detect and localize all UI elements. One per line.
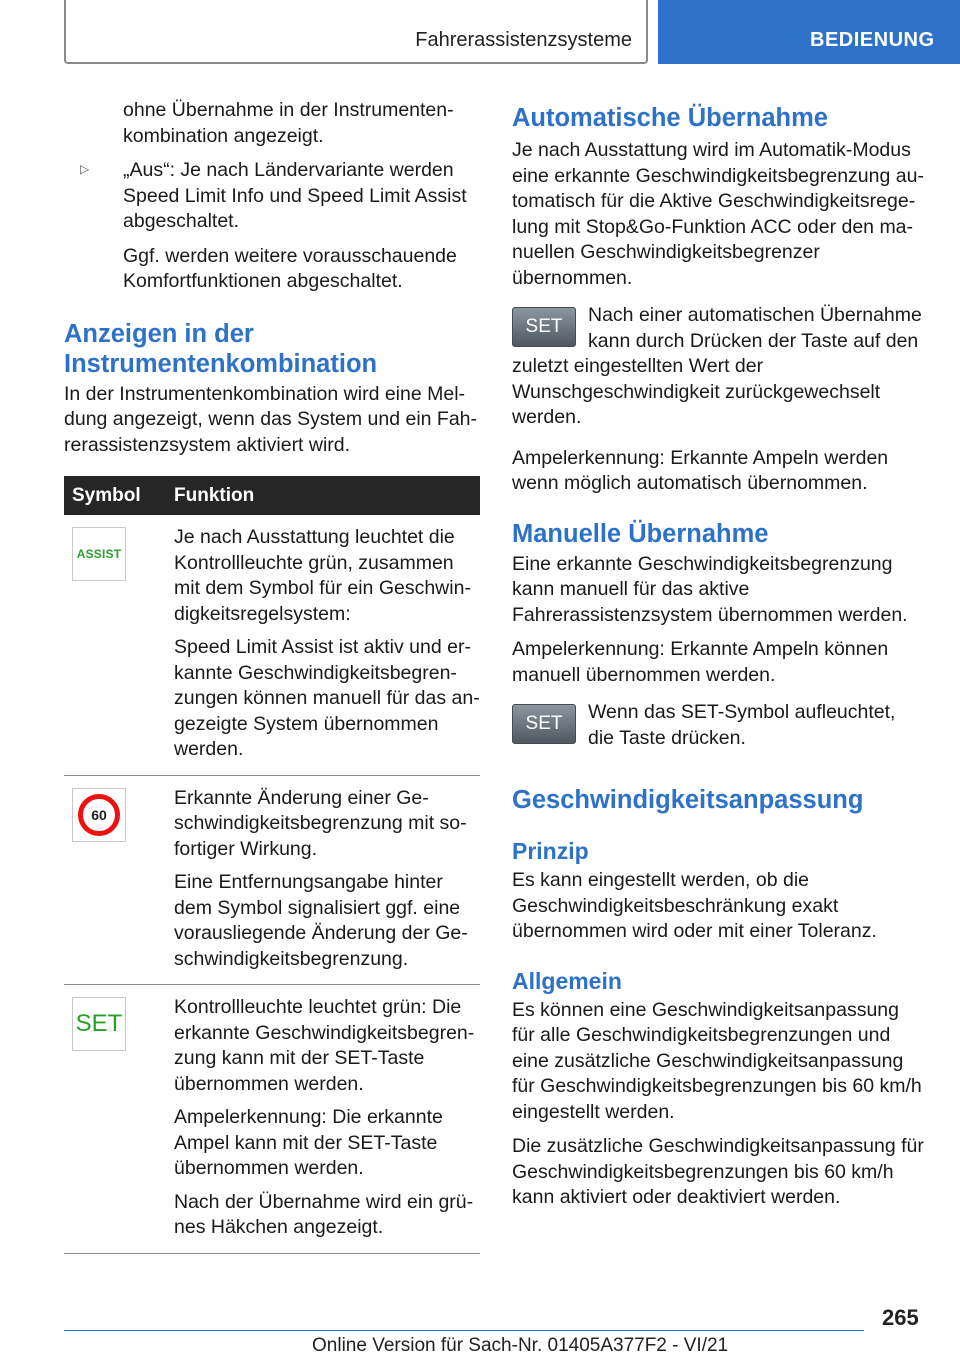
- speed-limit-value: 60: [91, 806, 107, 823]
- paragraph-automatik: Je nach Ausstattung wird im Automatik-Modus eine erkannte Geschwindigkeitsbegrenzung automatisch für die Aktive Geschwindigkeitsregelung mit Stop&Go-Funktion ACC oder den manuellen Geschwindigkeitsbegrenzer übernommen.: [512, 139, 924, 289]
- page-number: 265: [882, 1305, 919, 1330]
- paragraph-manuell: Eine erkannte Geschwindigkeitsbegrenzung kann manuell für das aktive Fahrerassistenzsystem übernommen werden.: [512, 552, 908, 626]
- bullet-aus-note: Ggf. werden weitere vorausschauende Komfortfunktionen abgeschaltet.: [123, 244, 457, 292]
- set-button-icon: SET: [512, 704, 576, 744]
- right-column: [512, 103, 926, 1211]
- footer-divider: [64, 1330, 864, 1331]
- table-header: [64, 476, 480, 515]
- set-button-block-2: [512, 700, 926, 751]
- table-header-symbol: Symbol: [72, 484, 141, 506]
- header-section-title: Fahrerassistenzsysteme: [415, 29, 632, 51]
- footer-text: Online Version für Sach-Nr. 01405A377F2 - VI/21: [312, 1335, 729, 1356]
- table-row: [64, 515, 480, 776]
- bullet-triangle-icon: ▷: [80, 162, 90, 176]
- heading-allgemein: Allgemein: [512, 967, 622, 994]
- heading-anzeigen: Anzeigen in der Instrumentenkombination: [64, 319, 378, 378]
- table-row: [64, 985, 480, 1254]
- heading-manuelle-uebernahme: Manuelle Übernahme: [512, 519, 769, 548]
- paragraph-anzeigen: In der Instrumentenkombination wird eine Meldung angezeigt, wenn das System und ein Fahrerassistenzsystem aktiviert wird.: [64, 382, 478, 456]
- header-chapter-tab: [658, 0, 960, 64]
- symbol-table: [64, 476, 480, 1254]
- table-header-function: Funktion: [174, 484, 255, 506]
- table-cell-text: Erkannte Änderung einer Geschwindigkeitsbegrenzung mit sofortiger Wirkung.: [174, 786, 467, 860]
- paragraph-set-1b: zuletzt eingestellten Wert der Wunschgeschwindigkeit zurückgewechselt werden.: [512, 355, 881, 428]
- set-button-block-1: [512, 303, 926, 431]
- intro-continuation: ohne Übernahme in der Instrumentenkombination angezeigt.: [123, 99, 454, 147]
- table-cell-text: Kontrollleuchte leuchtet grün: Die erkannte Geschwindigkeitsbegrenzung kann mit der SET-Taste übernommen werden.: [174, 996, 475, 1095]
- header-section-tab: [64, 0, 648, 64]
- paragraph-ampel-1: Ampelerkennung: Erkannte Ampeln werden wenn möglich automatisch übernommen.: [512, 446, 889, 494]
- table-cell-text: Je nach Ausstattung leuchtet die Kontrollleuchte grün, zusammen mit dem Symbol für ein Geschwindigkeitsregelsystem:: [174, 526, 471, 625]
- paragraph-set-1a: Nach einer automatischen Übernahme kann durch Drücken der Taste auf den: [588, 304, 922, 352]
- header-chapter-title: BEDIENUNG: [810, 29, 935, 51]
- set-button-icon: SET: [512, 307, 576, 347]
- paragraph-allgemein-2: Die zusätzliche Geschwindigkeitsanpassung für Geschwindigkeitsbegrenzungen bis 60 km/h kann aktiviert oder deaktiviert werden.: [512, 1135, 924, 1208]
- paragraph-allgemein-1: Es können eine Geschwindigkeitsanpassung für alle Geschwindigkeitsbegrenzungen und eine zusätzliche Geschwindigkeitsanpassung für Geschwindigkeitsbegrenzungen bis 60 km/h eingestellt werden.: [512, 998, 922, 1123]
- paragraph-set-2: Wenn das SET-Symbol aufleuchtet, die Taste drücken.: [588, 701, 896, 749]
- heading-geschwindigkeitsanpassung: Geschwindigkeitsanpassung: [512, 786, 864, 814]
- assist-icon-label: ASSIST: [76, 547, 122, 561]
- table-cell-text: Nach der Übernahme wird ein grünes Häkchen angezeigt.: [174, 1190, 474, 1238]
- paragraph-prinzip: Es kann eingestellt werden, ob die Geschwindigkeitsbeschränkung exakt übernommen wird oder mit einer Toleranz.: [512, 869, 877, 942]
- heading-automatische-uebernahme: Automatische Übernahme: [512, 104, 828, 132]
- set-indicator-icon: [72, 997, 126, 1051]
- bullet-aus-text: „Aus“: Je nach Ländervariante werden Speed Limit Info und Speed Limit Assist abgeschaltet.: [123, 159, 467, 232]
- left-column: [64, 98, 480, 1254]
- bullet-aus: [64, 158, 480, 235]
- table-cell-text: Speed Limit Assist ist aktiv und erkannte Geschwindigkeitsbegrenzungen können manuell für das angezeigte System übernommen werden.: [174, 636, 480, 760]
- heading-prinzip: Prinzip: [512, 838, 589, 864]
- table-cell-text: Ampelerkennung: Die erkannte Ampel kann mit der SET-Taste übernommen werden.: [174, 1106, 443, 1179]
- table-row: [64, 776, 480, 986]
- speed-limit-sign-icon: [72, 788, 126, 842]
- paragraph-ampel-2: Ampelerkennung: Erkannte Ampeln können manuell übernommen werden.: [512, 638, 889, 686]
- table-cell-text: Eine Entfernungsangabe hinter dem Symbol signalisiert ggf. eine vorausliegende Änderung der Geschwindigkeitsbegrenzung.: [174, 871, 468, 970]
- assist-icon: [72, 527, 126, 581]
- set-indicator-label: SET: [75, 1010, 123, 1037]
